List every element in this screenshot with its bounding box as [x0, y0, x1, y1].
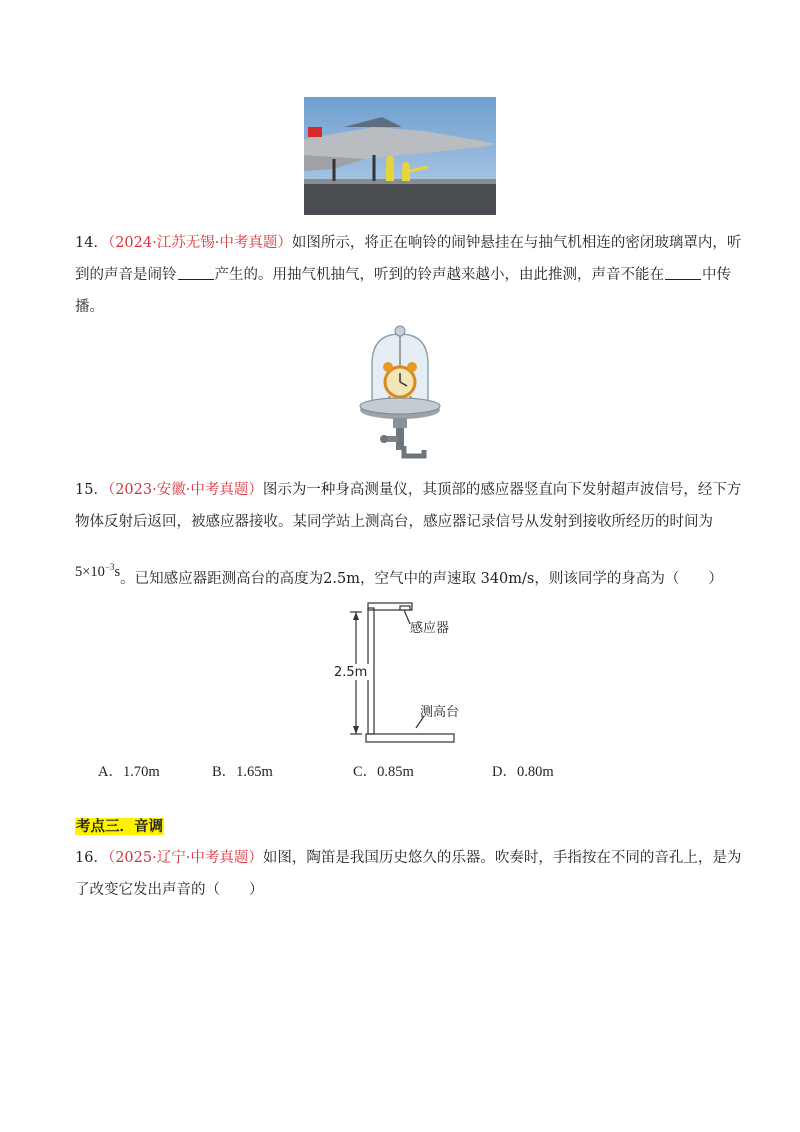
sensor-label: 感应器	[410, 621, 450, 636]
q15-formula: $5\times 10^{-3}s$	[75, 562, 121, 580]
q14-line2	[75, 265, 731, 285]
option-c[interactable]: C．0.85m	[353, 764, 414, 780]
q15-source: （2023·安徽·中考真题）	[107, 482, 263, 498]
q16-text-1: 如图，陶笛是我国历史悠久的乐器。吹奏时，手指按在不同的音孔上，是为	[262, 850, 742, 866]
q14-blank-1[interactable]	[178, 265, 214, 280]
q16-line2: 了改变它发出声音的（ ）	[75, 882, 264, 898]
option-b[interactable]: B．1.65m	[212, 764, 273, 780]
q15-number: 15．	[75, 482, 108, 498]
q14-line3: 播。	[75, 299, 104, 315]
bell-jar-figure	[358, 322, 442, 464]
section-heading	[75, 817, 164, 837]
q14-text-2c: 中传	[702, 267, 731, 283]
q14-line1	[75, 233, 741, 253]
option-d[interactable]: D．0.80m	[492, 764, 554, 780]
q15-text-3: 。已知感应器距测高台的高度为2.5m，空气中的声速取 340m/s，则该同学的身高为（ ）	[120, 570, 723, 587]
height-meter-figure	[330, 598, 470, 748]
q15-text-1: 图示为一种身高测量仪，其顶部的感应器竖直向下发射超声波信号，经下方	[262, 482, 742, 498]
option-a[interactable]: A．1.70m	[98, 764, 160, 780]
q15-line2: 物体反射后返回，被感应器接收。某同学站上测高台，感应器记录信号从发射到接收所经历的时间为	[75, 514, 713, 530]
q15-line3	[75, 557, 723, 587]
q14-text-1: 如图所示，将正在响铃的闹钟悬挂在与抽气机相连的密闭玻璃罩内，听	[291, 235, 742, 251]
section-title: 考点三．音调	[76, 818, 163, 835]
platform-label: 测高台	[420, 705, 460, 720]
q16-number: 16．	[75, 850, 108, 866]
q16-source: （2025·辽宁·中考真题）	[107, 850, 263, 866]
q14-text-2b: 产生的。用抽气机抽气，听到的铃声越来越小，由此推测，声音不能在	[214, 267, 664, 283]
q14-source: （2024·江苏无锡·中考真题）	[107, 235, 292, 251]
q15-line1	[75, 480, 741, 500]
q14-blank-2[interactable]	[665, 265, 701, 280]
q16-line1	[75, 848, 741, 868]
q14-number: 14．	[75, 235, 108, 251]
height-label: 2.5m	[334, 665, 368, 680]
fighter-jet-photo	[304, 97, 496, 215]
q14-text-2a: 到的声音是闹铃	[75, 267, 177, 283]
